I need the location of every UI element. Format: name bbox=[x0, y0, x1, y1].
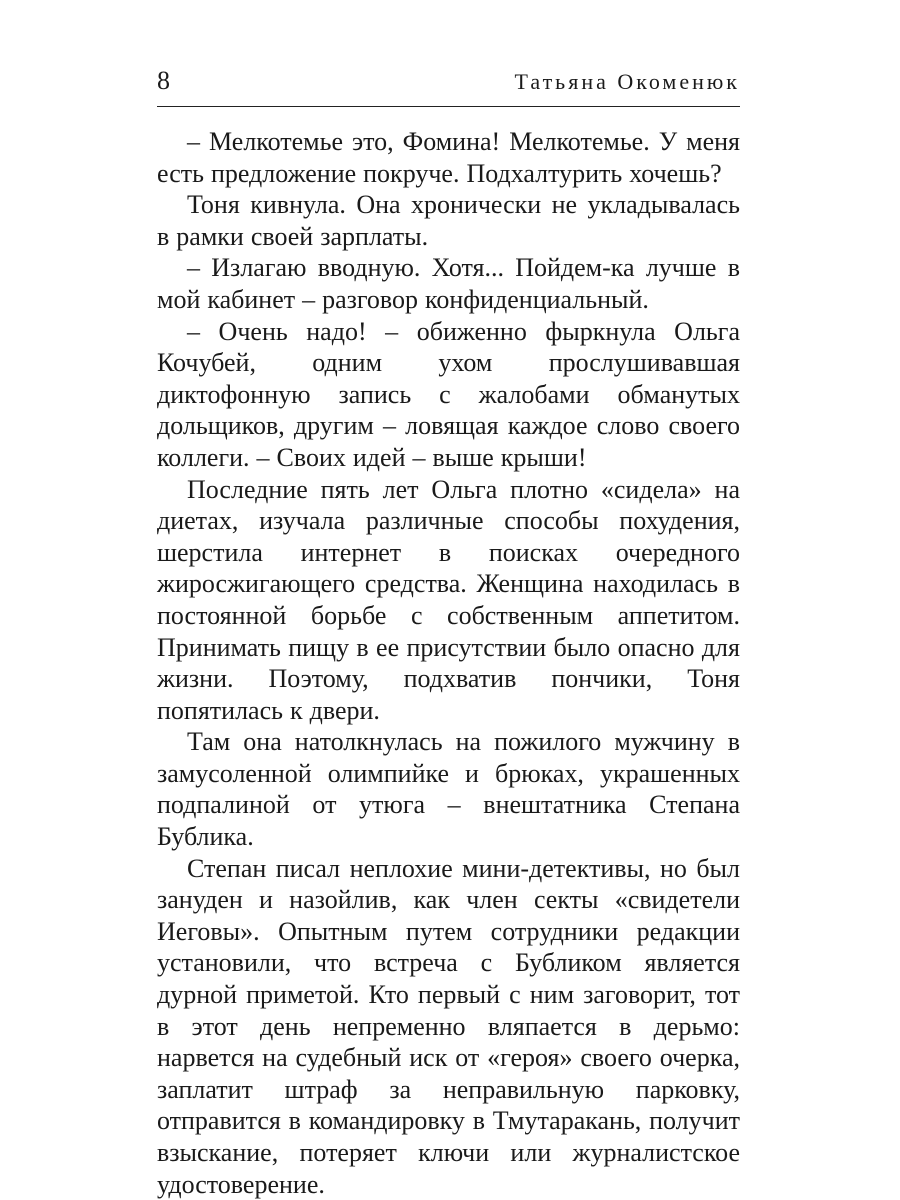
running-head-author: Татьяна Окоменюк bbox=[514, 69, 740, 94]
page-header bbox=[157, 66, 740, 107]
paragraph: Тоня кивнула. Она хронически не укладывалась в рамки своей зарплаты. bbox=[157, 190, 740, 251]
paragraph: Там она натолкнулась на пожилого мужчину в замусоленной олимпийке и брюках, украшенных подпалиной от утюга – внештатника Степана Бублика. bbox=[157, 727, 740, 852]
paragraph: – Мелкотемье это, Фомина! Мелкотемье. У меня есть предложение покруче. Подхалтурить хочешь? bbox=[157, 127, 740, 188]
paragraph: – Излагаю вводную. Хотя... Пойдем-ка лучше в мой кабинет – разговор конфиденциальный. bbox=[157, 253, 740, 314]
paragraph: – Очень надо! – обиженно фыркнула Ольга Кочубей, одним ухом прослушивавшая диктофонную запись с жалобами обманутых дольщиков, другим – ловящая каждое слово своего коллеги. – Своих идей – выше крыши! bbox=[157, 316, 740, 472]
paragraph: Последние пять лет Ольга плотно «сидела» на диетах, изучала различные способы похудения, шерстила интернет в поисках очередного жиросжигающего средства. Женщина находилась в постоянной борьбе с собственным аппетитом. Принимать пищу в ее присутствии было опасно для жизни. Поэтому, подхватив пончики, Тоня попятилась к двери. bbox=[157, 474, 740, 725]
paragraph: Степан писал неплохие мини-детективы, но был зануден и назойлив, как член секты «свидетели Иеговы». Опытным путем сотрудники редакции установили, что встреча с Бубликом является дурной приметой. Кто первый с ним заговорит, тот в этот день непременно вляпается в дерьмо: нарвется на судебный иск от «героя» своего очерка, заплатит штраф за неправильную парковку, отправится в командировку в Тмутаракань, получит взыскание, потеряет ключи или журналистское удостоверение. bbox=[157, 853, 740, 1199]
body-text bbox=[157, 126, 740, 1200]
page-number: 8 bbox=[157, 66, 171, 95]
